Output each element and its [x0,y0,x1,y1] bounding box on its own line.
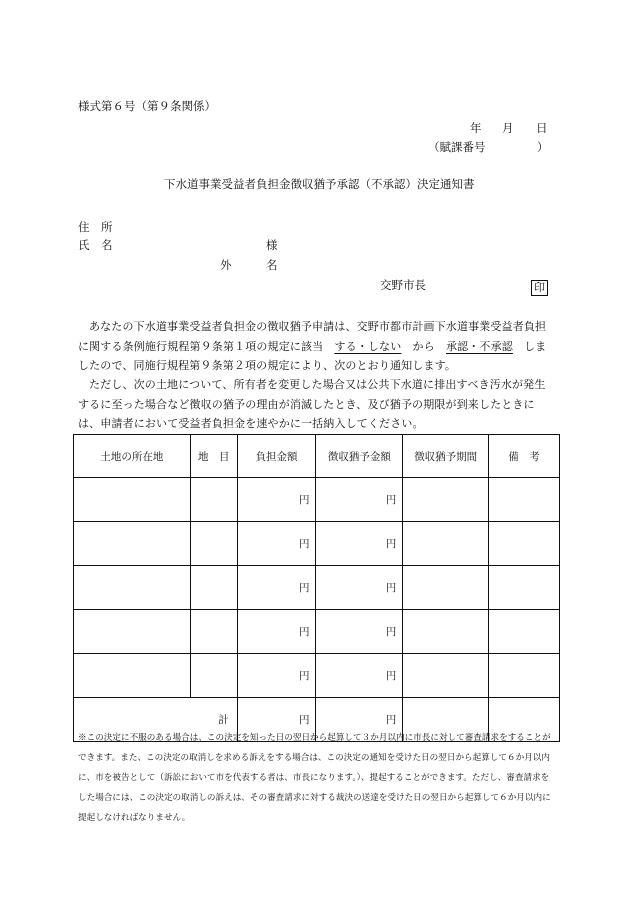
header-land-category: 地 目 [190,435,237,478]
yen-unit: 円 [316,478,403,522]
paragraph-1-part-c: しましたので、同施行規程第９条第２項の規定により、次のとおり通知します。 [78,339,547,372]
header-remarks: 備 考 [489,435,560,478]
paragraph-1-part-b: から [401,339,446,353]
yen-unit: 円 [237,698,316,742]
document-title: 下水道事業受益者負担金徴収猶予承認（不承認）決定通知書 [164,177,475,191]
others-label-mei: 名 [266,258,278,272]
header-charge-amount: 負担金額 [237,435,316,478]
seal-text: 印 [531,280,548,296]
header-deferral-period: 徴収猶予期間 [403,435,489,478]
yen-unit: 円 [237,478,316,522]
honorific-sama: 様 [266,238,278,252]
yen-unit: 円 [237,610,316,654]
table-row [74,522,560,566]
yen-unit: 円 [237,522,316,566]
date-year-label: 年 [470,121,482,135]
yen-unit: 円 [237,654,316,698]
address-label: 住 所 [78,220,113,234]
header-deferral-amount: 徴収猶予金額 [316,435,403,478]
seal-mark [531,276,548,296]
issuer-name: 交野市長 [380,278,426,292]
appeal-notes: ※この決定に不服のある場合は、この決定を知った日の翌日から起算して３か月以内に市長に対して審査請求をすることができます。また、この決定の取消しを求める訴えをする場合は、この決定の通知を受けた日の翌日から起算して６か月以内に、市を被告として（訴訟において市を代表する者は、市長になります。）、提起することができます。ただし、審査請求をした場合には、この決定の取消しの訴えは、その審査請求に対する裁決の送達を受けた日の翌日から起算して６か月以内に提起しなければなりません。 [78,733,551,823]
total-label: 計 [74,698,238,742]
yen-unit: 円 [237,566,316,610]
table-row [74,478,560,522]
name-label: 氏 名 [78,238,113,252]
header-location: 土地の所在地 [74,435,191,478]
paragraph-1 [78,317,556,376]
yen-unit: 円 [316,654,403,698]
land-table [73,434,560,742]
date-day-label: 日 [536,121,548,135]
yen-unit: 円 [316,522,403,566]
table-header-row [74,435,560,478]
table-row [74,566,560,610]
option-suru-shinai: する・しない [334,339,402,353]
table-row [74,654,560,698]
table-row [74,610,560,654]
paragraph-2: ただし、次の土地について、所有者を変更した場合又は公共下水道に排出すべき汚水が発生するに至った場合など徴収の猶予の理由が消滅したとき、及び猶予の期限が到来したときには、申請者において受益者負担金を速やかに一括納入してください。 [78,378,546,430]
yen-unit: 円 [316,610,403,654]
option-shonin-fushonin: 承認・不承認 [445,339,513,353]
yen-unit: 円 [316,566,403,610]
tax-number-close: ） [537,140,549,154]
tax-number-open: （賦課番号 [428,140,486,154]
date-month-label: 月 [502,121,514,135]
others-label-soto: 外 [220,258,232,272]
yen-unit: 円 [316,698,403,742]
form-label: 様式第６号（第９条関係） [78,99,216,113]
paragraph-1-part-a: あなたの下水道事業受益者負担金の徴収猶予申請は、交野市都市計画下水道事業受益者負担に関する条例施行規程第９条第１項の規定に該当 [78,320,547,353]
